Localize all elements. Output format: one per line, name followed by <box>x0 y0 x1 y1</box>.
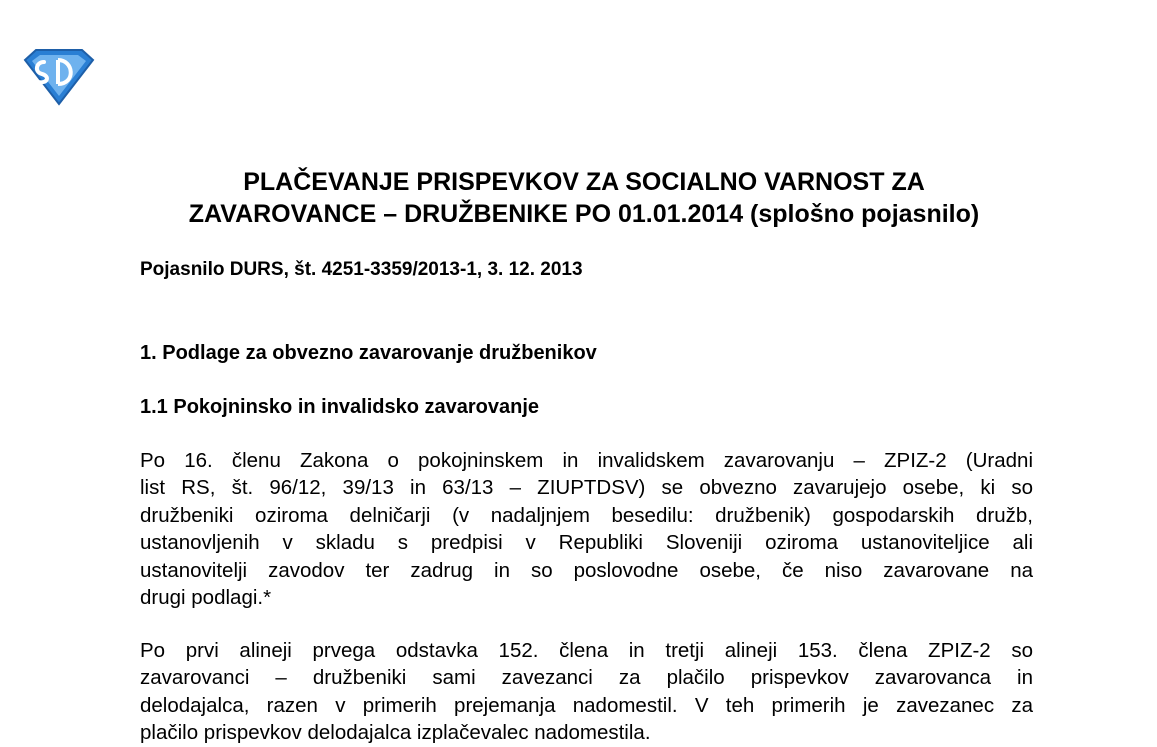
paragraph-line: družbeniki oziroma delničarji (v nadaljnjem besedilu: družbenik) gospodarskih družb, <box>140 503 1033 527</box>
paragraph-line: ustanovitelji zavodov ter zadrug in so poslovodne osebe, če niso zavarovane na <box>140 558 1033 582</box>
document-subtitle: Pojasnilo DURS, št. 4251-3359/2013-1, 3. 12. 2013 <box>140 259 583 280</box>
paragraph-line: Po 16. členu Zakona o pokojninskem in invalidskem zavarovanju – ZPIZ-2 (Uradni <box>140 449 1033 472</box>
paragraph-line: list RS, št. 96/12, 39/13 in 63/13 – ZIUPTDSV) se obvezno zavarujejo osebe, ki so <box>140 476 1033 500</box>
subsection-heading: 1.1 Pokojninsko in invalidsko zavarovanje <box>140 396 540 418</box>
paragraph-line: drugi podlagi.* <box>140 586 272 610</box>
document-title-line-1: PLAČEVANJE PRISPEVKOV ZA SOCIALNO VARNOST ZA <box>243 168 925 196</box>
paragraph-line: ustanovljenih v skladu s predpisi v Republiki Sloveniji oziroma ustanoviteljice ali <box>140 531 1033 555</box>
document-title-line-2: ZAVAROVANCE – DRUŽBENIKE PO 01.01.2014 (splošno pojasnilo) <box>188 200 980 228</box>
paragraph-line: plačilo prispevkov delodajalca izplačevalec nadomestila. <box>140 721 651 745</box>
section-heading: 1. Podlage za obvezno zavarovanje družbenikov <box>140 342 597 364</box>
document-title <box>100 166 1068 230</box>
paragraph-2 <box>140 637 1033 747</box>
paragraph-line: zavarovanci – družbeniki sami zavezanci za plačilo prispevkov zavarovanca in <box>140 666 1033 690</box>
sd-shield-logo-icon <box>22 48 96 106</box>
paragraph-line: Po prvi alineji prvega odstavka 152. člena in tretji alineji 153. člena ZPIZ-2 so <box>140 639 1033 662</box>
paragraph-1 <box>140 447 1033 611</box>
logo <box>22 48 96 106</box>
paragraph-line: delodajalca, razen v primerih prejemanja nadomestil. V teh primerih je zavezanec za <box>140 693 1033 717</box>
